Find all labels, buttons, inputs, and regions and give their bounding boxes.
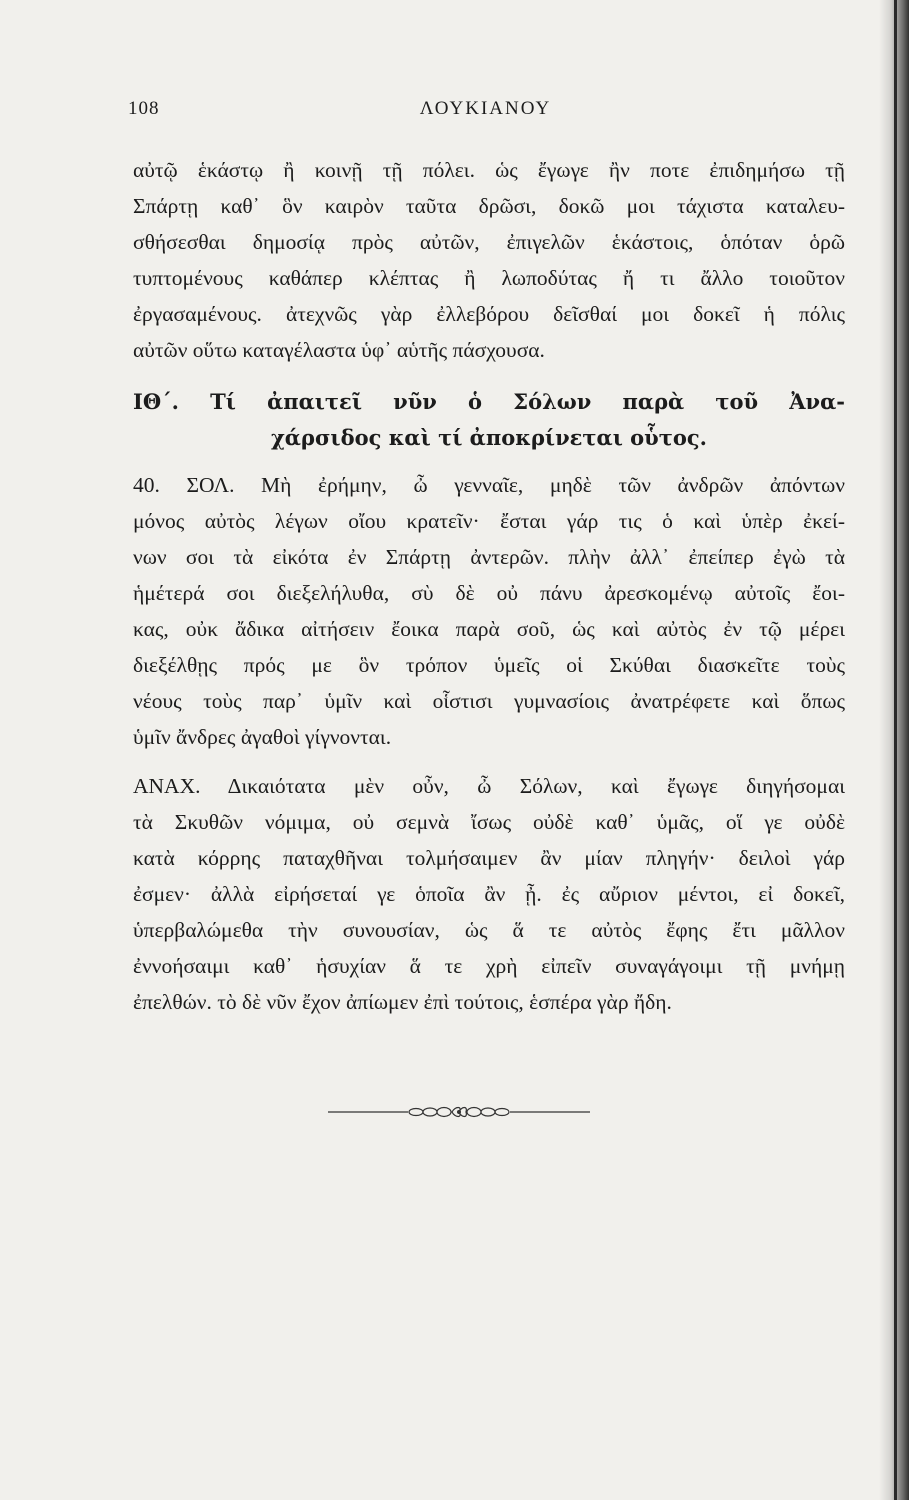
paragraph-2-line: ἡμέτερά σοι διεξελήλυθα, σὺ δὲ οὐ πάνυ ἀρεσκομένῳ αὐτοῖς ἔοι-: [133, 581, 845, 605]
section-heading-line: χάρσιδος καὶ τί ἀποκρίνεται οὗτος.: [271, 425, 707, 450]
paragraph-3-line: τὰ Σκυθῶν νόμιμα, οὐ σεμνὰ ἴσως οὐδὲ καθ᾽ ὑμᾶς, οἵ γε οὐδὲ: [133, 810, 845, 834]
paragraph-3-line: ΑΝΑΧ. Δικαιότατα μὲν οὖν, ὦ Σόλων, καὶ ἔγωγε διηγήσομαι: [133, 774, 845, 798]
page-number: 108: [128, 98, 160, 119]
paragraph-2-line: κας, οὐκ ἄδικα αἰτήσειν ἔοικα παρὰ σοῦ, ὡς καὶ αὐτὸς ἐν τῷ μέρει: [133, 617, 845, 641]
paragraph-2-line: διεξέλθῃς πρός με ὃν τρόπον ὑμεῖς οἱ Σκύθαι διασκεῖτε τοὺς: [133, 653, 845, 677]
paragraph-2-line: ὑμῖν ἄνδρες ἀγαθοὶ γίγνονται.: [133, 725, 392, 749]
paragraph-2-line: μόνος αὐτὸς λέγων οἴου κρατεῖν· ἔσται γάρ τις ὁ καὶ ὑπὲρ ἐκεί-: [133, 509, 845, 533]
paragraph-2-line: νέους τοὺς παρ᾽ ὑμῖν καὶ οἷστισι γυμνασίοις ἀνατρέφετε καὶ ὅπως: [133, 689, 845, 713]
paragraph-1-line: ἐργασαμένους. ἀτεχνῶς γὰρ ἐλλεβόρου δεῖσθαί μοι δοκεῖ ἡ πόλις: [133, 302, 845, 326]
paragraph-2-line: 40. ΣΟΛ. Μὴ ἐρήμην, ὦ γενναῖε, μηδὲ τῶν ἀνδρῶν ἀπόντων: [133, 473, 845, 497]
paragraph-1-line: τυπτομένους καθάπερ κλέπτας ἢ λωποδύτας ἤ τι ἄλλο τοιοῦτον: [133, 266, 845, 290]
page-header: [128, 98, 843, 128]
paragraph-1-line: σθήσεσθαι δημοσίᾳ πρὸς αὐτῶν, ἐπιγελῶν ἑκάστοις, ὁπόταν ὁρῶ: [133, 230, 845, 254]
running-head: ΛΟΥΚΙΑΝΟΥ: [419, 98, 552, 119]
paragraph-1-line: αὐτῶν οὕτω καταγέλαστα ὑφ᾽ αὑτῆς πάσχουσα.: [133, 338, 545, 362]
paragraph-1-line: Σπάρτῃ καθ᾽ ὃν καιρὸν ταῦτα δρῶσι, δοκῶ μοι τάχιστα καταλευ-: [133, 194, 845, 218]
section-heading-line: ΙΘ΄. Τί ἀπαιτεῖ νῦν ὁ Σόλων παρὰ τοῦ Ἀνα-: [133, 389, 845, 414]
ornamental-divider-icon: [328, 1104, 590, 1120]
paragraph-3-line: ἐπελθών. τὸ δὲ νῦν ἔχον ἀπίωμεν ἐπὶ τούτοις, ἑσπέρα γὰρ ἤδη.: [133, 990, 672, 1014]
paragraph-3-line: ὑπερβαλώμεθα τὴν συνουσίαν, ὡς ἅ τε αὐτὸς ἔφης ἔτι μᾶλλον: [133, 918, 845, 942]
paragraph-3-line: ἐσμεν· ἀλλὰ εἰρήσεταί γε ὁποῖα ἂν ᾖ. ἐς αὔριον μέντοι, εἰ δοκεῖ,: [133, 882, 845, 906]
book-spine-edge: [894, 0, 897, 1500]
paragraph-2-line: νων σοι τὰ εἰκότα ἐν Σπάρτῃ ἀντερῶν. πλὴν ἀλλ᾽ ἐπείπερ ἐγὼ τὰ: [133, 545, 845, 569]
paragraph-3-line: κατὰ κόρρης παταχθῆναι τολμήσαιμεν ἂν μίαν πληγήν· δειλοὶ γάρ: [133, 846, 845, 870]
paragraph-3-line: ἐννοήσαιμι καθ᾽ ἡσυχίαν ἅ τε χρὴ εἰπεῖν συναγάγοιμι τῇ μνήμῃ: [133, 954, 845, 978]
paragraph-1-line: αὐτῷ ἑκάστῳ ἢ κοινῇ τῇ πόλει. ὡς ἔγωγε ἢν ποτε ἐπιδημήσω τῇ: [133, 158, 845, 182]
